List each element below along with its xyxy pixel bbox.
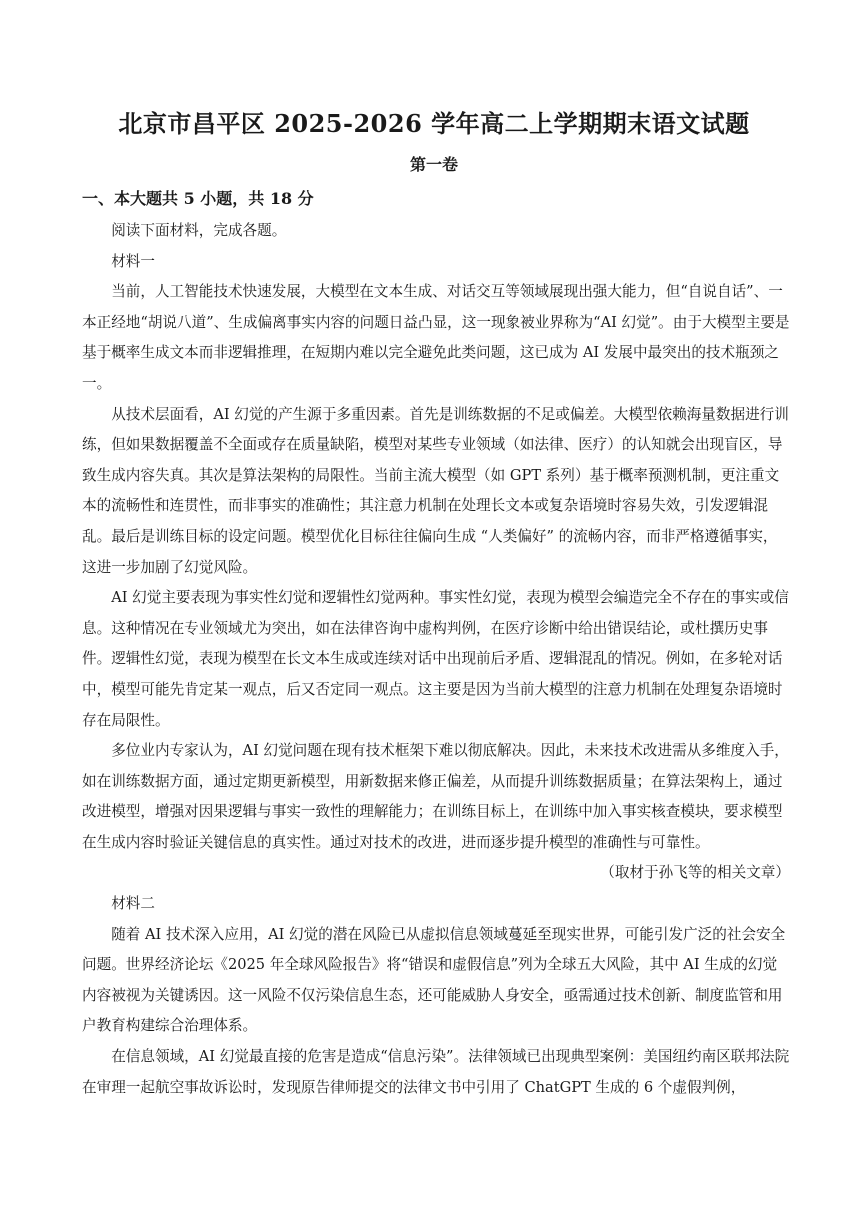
source-citation: （取材于孙飞等的相关文章） [600, 864, 790, 882]
volume-heading: 第一卷 [409, 155, 458, 174]
paragraph: 多位业内专家认为，AI 幻觉问题在现有技术框架下难以彻底解决。因此，未来技术改进需从多维度入手，如在训练数据方面，通过定期更新模型，用新数据来修正偏差，从而提升训练数据质量；在算法架构上，通过改进模型，增强对因果逻辑与事实一致性的理解能力；在训练目标上，在训练中加入事实核查模块，要求模型在生成内容时验证关键信息的真实性。通过对技术的改进，进而逐步提升模型的准确性与可靠性。 [82, 742, 789, 851]
material-one-label: 材料一 [111, 252, 155, 270]
document-body [82, 216, 790, 1103]
instruction-text: 阅读下面材料，完成各题。 [111, 222, 287, 239]
paragraph: 从技术层面看，AI 幻觉的产生源于多重因素。首先是训练数据的不足或偏差。大模型依赖海量数据进行训练，但如果数据覆盖不全面或存在质量缺陷，模型对某些专业领域（如法律、医疗）的认知就会出现盲区，导致生成内容失真。其次是算法架构的局限性。当前主流大模型（如 GPT 系列）基于概率预测机制，更注重文本的流畅性和连贯性，而非事实的准确性；其注意力机制在处理长文本或复杂语境时容易失效，引发逻辑混乱。最后是训练目标的设定问题。模型优化目标往往偏向生成 “人类偏好” 的流畅内容，而非严格遵循事实，这进一步加剧了幻觉风险。 [82, 405, 789, 576]
document-title: 北京市昌平区 2025-2026 学年高二上学期期末语文试题 [118, 109, 750, 138]
material-two-label: 材料二 [111, 895, 155, 913]
paragraph: 随着 AI 技术深入应用，AI 幻觉的潜在风险已从虚拟信息领域蔓延至现实世界，可能引发广泛的社会安全问题。世界经济论坛《2025 年全球风险报告》将“错误和虚假信息”列为全球五大风险，其中 AI 生成的幻觉内容被视为关键诱因。这一风险不仅污染信息生态，还可能威胁人身安全，亟需通过技术创新、制度监管和用户教育构建综合治理体系。 [82, 925, 786, 1035]
section-heading: 一、本大题共 5 小题，共 18 分 [82, 189, 314, 208]
paragraph: AI 幻觉主要表现为事实性幻觉和逻辑性幻觉两种。事实性幻觉，表现为模型会编造完全不存在的事实或信息。这种情况在专业领域尤为突出，如在法律咨询中虚构判例，在医疗诊断中给出错误结论，或杜撰历史事件。逻辑性幻觉，表现为模型在长文本生成或连续对话中出现前后矛盾、逻辑混乱的情况。例如，在多轮对话中，模型可能先肯定某一观点，后又否定同一观点。这主要是因为当前大模型的注意力机制在处理复杂语境时存在局限性。 [82, 589, 789, 729]
paragraph: 当前，人工智能技术快速发展，大模型在文本生成、对话交互等领域展现出强大能力，但“自说自话”、一本正经地“胡说八道”、生成偏离事实内容的问题日益凸显，这一现象被业界称为“AI 幻觉”。由于大模型主要是基于概率生成文本而非逻辑推理，在短期内难以完全避免此类问题，这已成为 AI 发展中最突出的技术瓶颈之一。 [82, 283, 790, 392]
paragraph: 在信息领域，AI 幻觉最直接的危害是造成“信息污染”。法律领域已出现典型案例：美国纽约南区联邦法院在审理一起航空事故诉讼时，发现原告律师提交的法律文书中引用了 ChatGPT 生成的 6 个虚假判例， [82, 1048, 790, 1096]
